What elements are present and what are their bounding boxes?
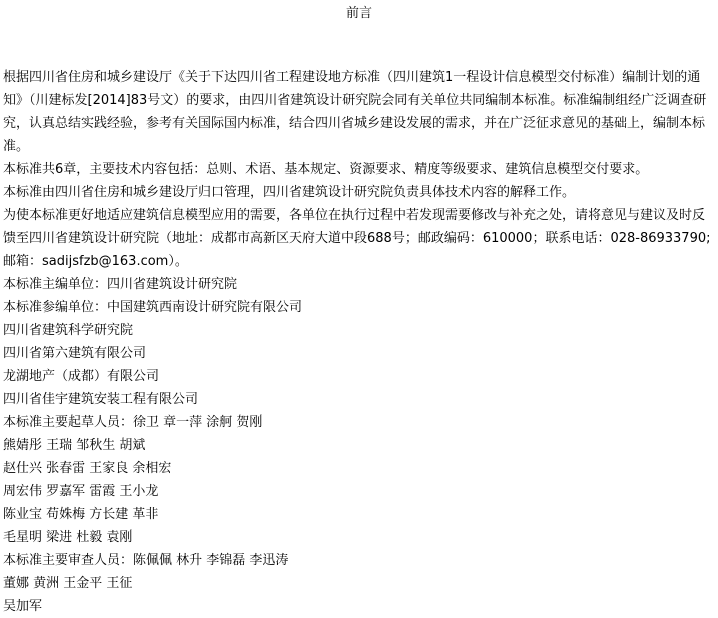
reviewers-line: 吴加军	[3, 599, 43, 614]
drafters-line: 周宏伟 罗嘉军 雷霞 王小龙	[3, 484, 159, 499]
participating-unit: 四川省佳宇建筑安装工程有限公司	[3, 392, 199, 407]
drafters-line: 赵仕兴 张春雷 王家良 余相宏	[3, 461, 172, 476]
drafters-line: 熊婧彤 王瑞 邹秋生 胡斌	[3, 438, 146, 453]
document-body	[3, 66, 715, 618]
page-title: 前言	[345, 6, 372, 21]
reviewers-line: 本标准主要审查人员：陈佩佩 林升 李锦磊 李迅涛	[3, 553, 289, 568]
participating-unit: 四川省建筑科学研究院	[3, 323, 134, 338]
chapters-paragraph: 本标准共6章，主要技术内容包括：总则、术语、基本规定、资源要求、精度等级要求、建筑信息模型交付要求。	[3, 162, 649, 177]
drafters-line: 本标准主要起草人员：徐卫 章一萍 涂舸 贺刚	[3, 415, 263, 430]
reviewers-line: 董娜 黄洲 王金平 王征	[3, 576, 133, 591]
feedback-paragraph: 为使本标准更好地适应建筑信息模型应用的需要，各单位在执行过程中若发现需要修改与补充之处，请将意见与建议及时反馈至四川省建筑设计研究院（地址：成都市高新区天府大道中段688号；邮政编码：610000；联系电话：028-86933790;邮箱：sadijsfzb@163.com）。	[3, 208, 711, 269]
participating-unit: 龙湖地产（成都）有限公司	[3, 369, 160, 384]
management-paragraph: 本标准由四川省住房和城乡建设厅归口管理，四川省建筑设计研究院负责具体技术内容的解释工作。	[3, 185, 576, 200]
intro-paragraph: 根据四川省住房和城乡建设厅《关于下达四川省工程建设地方标准（四川建筑1一程设计信息模型交付标准）编制计划的通知》（川建标发[2014]83号文）的要求，由四川省建筑设计研究院会同有关单位共同编制本标准。标准编制组经广泛调查研究，认真总结实践经验，参考有关国际国内标准，结合四川省城乡建设发展的需求，并在广泛征求意见的基础上，编制本标准。	[3, 70, 707, 154]
drafters-line: 陈业宝 苟姝梅 方长建 革非	[3, 507, 159, 522]
participating-unit: 四川省第六建筑有限公司	[3, 346, 147, 361]
participating-unit: 本标准参编单位：中国建筑西南设计研究院有限公司	[3, 300, 303, 315]
drafters-line: 毛星明 梁进 杜毅 袁刚	[3, 530, 133, 545]
chief-editor-unit: 本标准主编单位：四川省建筑设计研究院	[3, 277, 238, 292]
